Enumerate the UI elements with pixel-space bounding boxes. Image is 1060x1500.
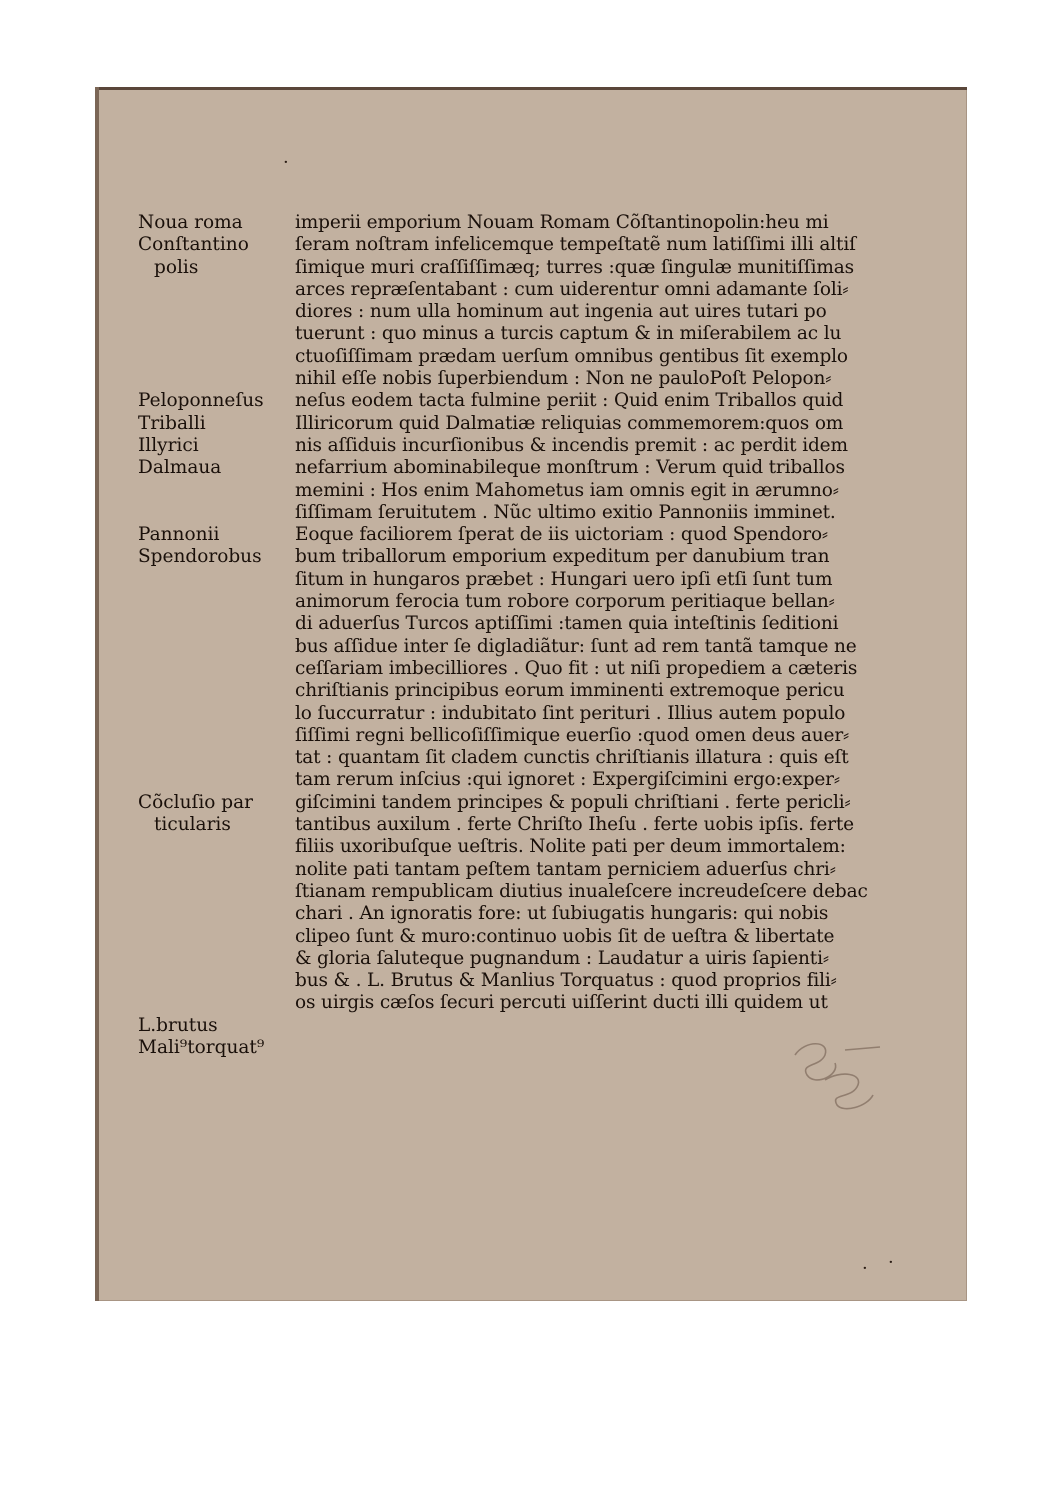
text-line: nefarrium abominabileque monſtrum : Verum quid triballos	[295, 457, 845, 479]
text-line: ſimique muri craſſiſſimæq; turres :quæ ſingulæ munitiſſimas	[295, 256, 854, 278]
text-line: Illiricorum quid Dalmatiæ reliquias commemorem:quos om	[295, 412, 844, 434]
text-line: ſeram noſtram infelicemque tempeſtatẽ num latiſſimi illi altiſ	[295, 234, 856, 256]
margin-note: ticularis	[154, 814, 231, 836]
text-line: lo ſuccurratur : indubitato ſint perituri . Illius autem populo	[295, 702, 846, 724]
body-text-column	[295, 212, 895, 1015]
text-line: arces repræſentabant : cum uiderentur omni adamante ſoli⸗	[295, 278, 849, 300]
text-line: bum triballorum emporium expeditum per danubium tran	[295, 546, 830, 568]
text-line: tam rerum inſcius :qui ignoret : Expergiſcimini ergo:exper⸗	[295, 769, 840, 791]
text-line: ſtianam rempublicam diutius inualeſcere increudeſcere debac	[295, 880, 868, 902]
marginalia-column	[138, 212, 288, 1059]
text-line: ctuoſiſſimam prædam uerſum omnibus gentibus ſit exemplo	[295, 345, 848, 367]
text-line: filiis uxoribuſque ueſtris. Nolite pati per deum immortalem:	[295, 836, 846, 858]
text-line: ceſſariam imbecilliores . Quo fit : ut niſi propediem a cæteris	[295, 657, 858, 679]
text-line: chari . An ignoratis fore: ut ſubiugatis hungaris: qui nobis	[295, 903, 829, 925]
margin-note: Spendorobus	[138, 546, 262, 568]
text-line: tantibus auxilum . ferte Chriſto Iheſu . ferte uobis ipſis. ferte	[295, 814, 854, 836]
text-line: nis aſſiduis incurſionibus & incendis premit : ac perdit idem	[295, 434, 848, 456]
ink-speck: ·	[862, 1258, 868, 1279]
margin-note: Mali⁹torquat⁹	[138, 1036, 265, 1058]
text-line: imperii emporium Nouam Romam Cõſtantinopolin:heu mi	[295, 212, 829, 233]
text-line: ſiſſimam ſeruitutem . Nũc ultimo exitio Pannoniis imminet.	[295, 501, 836, 523]
text-line: & gloria ſaluteque pugnandum : Laudatur a uiris ſapienti⸗	[295, 947, 829, 969]
margin-note: Peloponneſus	[138, 390, 264, 412]
text-line: Eoque faciliorem ſperat de iis uictoriam : quod Spendoro⸗	[295, 524, 828, 546]
text-line: animorum ferocia tum robore corporum peritiaque bellan⸗	[295, 591, 835, 613]
text-line: tat : quantam ſit cladem cunctis chriſtianis illatura : quis eſt	[295, 747, 849, 769]
margin-note: Pannonii	[138, 524, 220, 546]
text-line: os uirgis cæſos ſecuri percuti uiſſerint ducti illi quidem ut	[295, 992, 828, 1014]
text-line: clipeo ſunt & muro:continuo uobis ſit de ueſtra & libertate	[295, 925, 835, 947]
text-line: nihil eſſe nobis ſuperbiendum : Non ne pauloPoſt Pelopon⸗	[295, 368, 832, 390]
text-line: neſus eodem tacta fulmine periit : Quid enim Triballos quid	[295, 390, 844, 412]
text-line: ſiſſimi regni bellicoſiſſimique euerſio :quod omen deus auer⸗	[295, 724, 850, 746]
text-line: chriſtianis principibus eorum imminenti extremoque pericu	[295, 680, 845, 702]
margin-note: Dalmaua	[138, 457, 222, 479]
margin-note: Cõcluſio par	[138, 791, 253, 813]
text-line: diores : num ulla hominum aut ingenia aut uires tutari po	[295, 301, 827, 323]
text-line: memini : Hos enim Mahometus iam omnis egit in ærumno⸗	[295, 479, 839, 501]
text-line: giſcimini tandem principes & populi chriſtiani . ferte pericli⸗	[295, 791, 851, 813]
text-line: bus aſſidue inter ſe digladiãtur: ſunt ad rem tantã tamque ne	[295, 635, 857, 657]
text-line: bus & . L. Brutus & Manlius Torquatus : quod proprios fili⸗	[295, 970, 837, 992]
library-stamp	[785, 1035, 895, 1115]
margin-note: Triballi	[138, 412, 206, 434]
text-line: di aduerſus Turcos aptiſſimi :tamen quia inteſtinis ſeditioni	[295, 613, 839, 635]
ink-speck: ·	[283, 152, 289, 173]
margin-note: Conſtantino	[138, 234, 249, 256]
margin-note: Illyrici	[138, 434, 199, 456]
margin-note: polis	[154, 256, 199, 278]
text-line: nolite pati tantam peſtem tantam perniciem aduerſus chri⸗	[295, 858, 836, 880]
text-line: ſitum in hungaros præbet : Hungari uero ipſi etſi ſunt tum	[295, 568, 833, 590]
text-line: tuerunt : quo minus a turcis captum & in miſerabilem ac lu	[295, 323, 842, 345]
ink-speck: ·	[888, 1252, 894, 1273]
margin-note: Noua roma	[138, 212, 243, 233]
margin-note: L.brutus	[138, 1014, 218, 1036]
